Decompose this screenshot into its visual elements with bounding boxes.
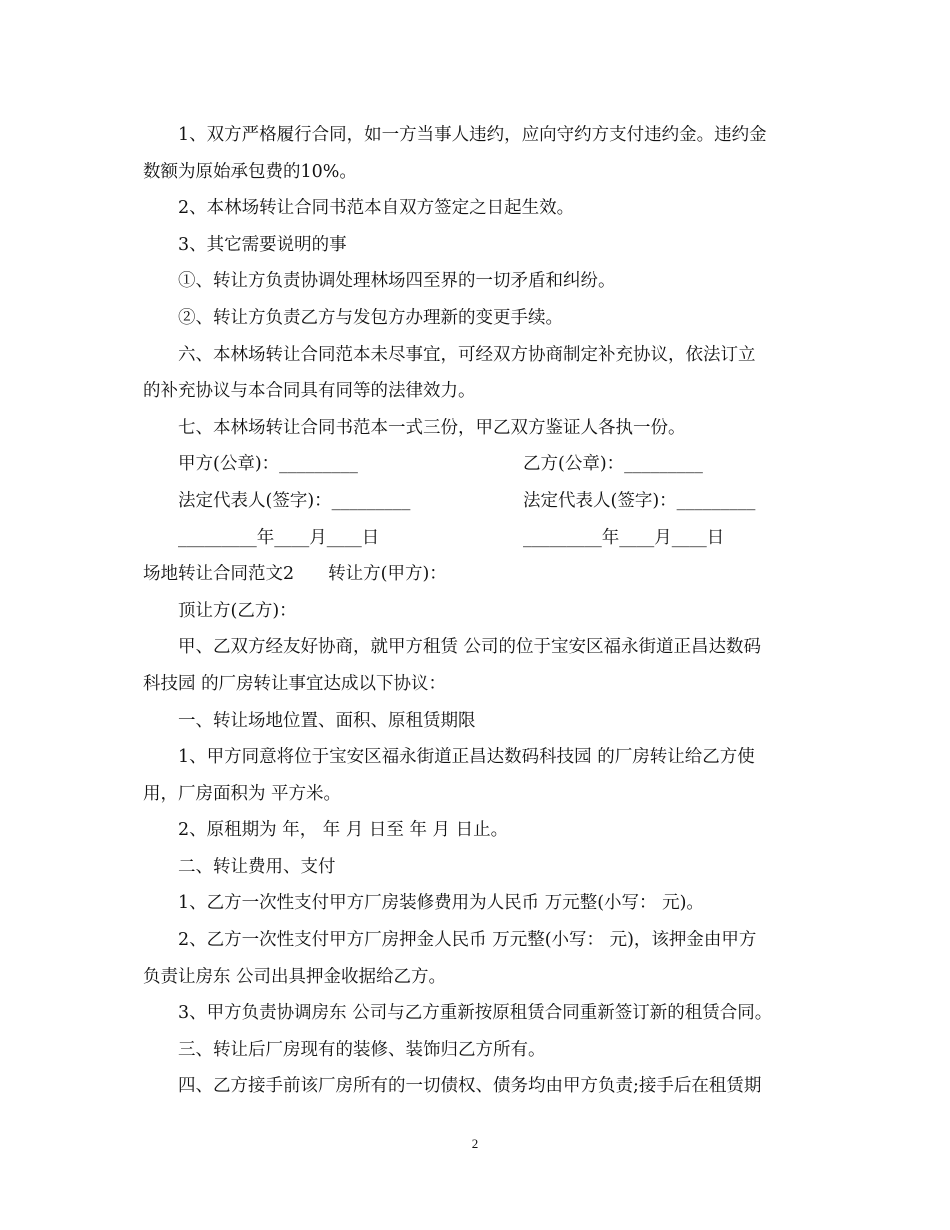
- party-a-representative: 法定代表人(签字)：_________: [178, 490, 411, 511]
- section-2-heading-row: [143, 556, 808, 593]
- party-b-date: _________年____月____日: [523, 527, 725, 548]
- article-two-item-1: 1、乙方一次性支付甲方厂房装修费用为人民币 万元整(小写： 元)。: [178, 893, 704, 914]
- transferee-label: 顶让方(乙方)：: [178, 600, 297, 621]
- article-two-item-3: 3、甲方负责协调房东 公司与乙方重新按原租赁合同重新签订新的租赁合同。: [178, 1003, 773, 1024]
- clause-1: 1、双方严格履行合同，如一方当事人违约，应向守约方支付违约金。违约金: [178, 125, 767, 145]
- article-three: 三、转让后厂房现有的装修、装饰归乙方所有。: [178, 1039, 546, 1060]
- document-body: [143, 117, 808, 1105]
- party-b-representative: 法定代表人(签字)：_________: [523, 490, 756, 511]
- clause-3-item-2: ②、转让方负责乙方与发包方办理新的变更手续。: [178, 307, 563, 328]
- signature-row-date: [143, 520, 808, 557]
- intro-paragraph-cont: 科技园 的厂房转让事宜达成以下协议：: [143, 673, 447, 694]
- clause-six-cont: 的补充协议与本合同具有同等的法律效力。: [143, 381, 476, 402]
- party-b-seal: 乙方(公章)：_________: [523, 454, 703, 475]
- article-one-heading: 一、转让场地位置、面积、原租赁期限: [178, 710, 476, 731]
- clause-3: 3、其它需要说明的事: [178, 234, 347, 255]
- signature-row-rep: [143, 483, 808, 520]
- party-a-date: _________年____月____日: [178, 527, 380, 548]
- signature-row-seal: [143, 446, 808, 483]
- party-a-seal: 甲方(公章)：_________: [178, 454, 358, 475]
- transferor-label: 转让方(甲方)：: [328, 564, 447, 585]
- clause-seven: 七、本林场转让合同书范本一式三份，甲乙双方鉴证人各执一份。: [178, 417, 686, 438]
- clause-six: 六、本林场转让合同范本未尽事宜，可经双方协商制定补充协议，依法订立: [178, 344, 756, 365]
- article-two-item-2-cont: 负责让房东 公司出具押金收据给乙方。: [143, 966, 447, 987]
- clause-2: 2、本林场转让合同书范本自双方签定之日起生效。: [178, 198, 575, 219]
- article-two-item-2: 2、乙方一次性支付甲方厂房押金人民币 万元整(小写： 元)，该押金由甲方: [178, 930, 757, 951]
- section-2-title: 场地转让合同范文2: [143, 564, 295, 585]
- article-one-item-1: 1、甲方同意将位于宝安区福永街道正昌达数码科技园 的厂房转让给乙方使: [178, 747, 755, 768]
- intro-paragraph: 甲、乙双方经友好协商，就甲方租赁 公司的位于宝安区福永街道正昌达数码: [178, 637, 762, 658]
- clause-1-cont: 数额为原始承包费的10%。: [143, 161, 357, 182]
- article-two-heading: 二、转让费用、支付: [178, 856, 336, 877]
- clause-3-item-1: ①、转让方负责协调处理林场四至界的一切矛盾和纠纷。: [178, 271, 616, 292]
- article-four: 四、乙方接手前该厂房所有的一切债权、债务均由甲方负责;接手后在租赁期: [178, 1076, 762, 1097]
- article-one-item-2: 2、原租期为 年， 年 月 日至 年 月 日止。: [178, 820, 509, 841]
- article-one-item-1-cont: 用，厂房面积为 平方米。: [143, 783, 342, 804]
- page-number: 2: [471, 1136, 479, 1151]
